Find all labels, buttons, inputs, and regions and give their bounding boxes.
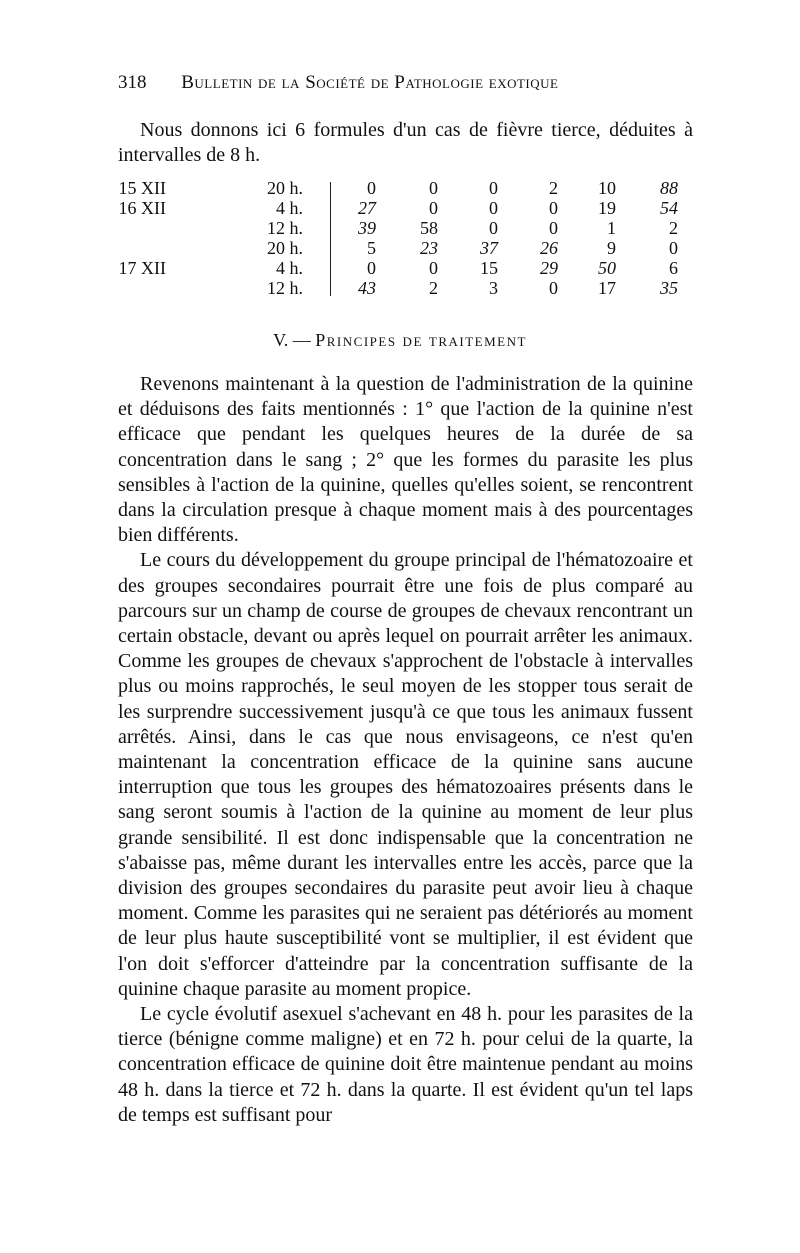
table-cell-value: 23 xyxy=(420,238,438,258)
table-cell-hour: 4 h. xyxy=(276,258,303,278)
table-cell-value: 35 xyxy=(660,278,678,298)
table-cell-value: 3 xyxy=(489,278,498,298)
table-cell-value: 39 xyxy=(358,218,376,238)
table-cell-hour: 12 h. xyxy=(267,278,303,298)
table-cell-value: 0 xyxy=(489,178,498,198)
table-cell-value: 0 xyxy=(549,278,558,298)
table-cell-value: 0 xyxy=(367,258,376,278)
table-row xyxy=(118,198,688,218)
paragraph: Revenons maintenant à la question de l'administration de la quinine et déduisons des faits mentionnés : 1° que l'action de la quinine n'est efficace que pendant les quelques heures de la durée de sa concentration dans le sang ; 2° que les formes du parasite les plus sensibles à l'action de la quinine, quelles qu'elles soient, se rencontrent dans la circulation presque à chaque moment mais à des pourcentages bien différents. xyxy=(118,373,693,547)
table-row xyxy=(118,178,688,198)
table-cell-value: 26 xyxy=(540,238,558,258)
intro-paragraph: Nous donnons ici 6 formules d'un cas de fièvre tierce, déduites à intervalles de 8 h. xyxy=(118,119,693,166)
data-table xyxy=(118,178,688,300)
table-row xyxy=(118,278,688,298)
section-title: Principes de traitement xyxy=(315,330,527,350)
intro-text xyxy=(118,118,693,168)
table-cell-value: 0 xyxy=(429,198,438,218)
table-cell-value: 0 xyxy=(429,258,438,278)
table-cell-value: 0 xyxy=(489,218,498,238)
table-cell-hour: 20 h. xyxy=(267,238,303,258)
table-cell-value: 88 xyxy=(660,178,678,198)
table-cell-value: 19 xyxy=(598,198,616,218)
table-cell-value: 27 xyxy=(358,198,376,218)
table-row xyxy=(118,218,688,238)
table-cell-value: 58 xyxy=(420,218,438,238)
table-cell-value: 0 xyxy=(549,218,558,238)
table-cell-value: 2 xyxy=(549,178,558,198)
table-cell-value: 50 xyxy=(598,258,616,278)
table-cell-value: 54 xyxy=(660,198,678,218)
table-cell-value: 0 xyxy=(489,198,498,218)
table-row xyxy=(118,238,688,258)
table-cell-value: 2 xyxy=(429,278,438,298)
table-cell-value: 6 xyxy=(669,258,678,278)
table-row xyxy=(118,258,688,278)
table-cell-value: 0 xyxy=(549,198,558,218)
table-cell-date: 16 XII xyxy=(118,198,166,218)
table-cell-value: 9 xyxy=(607,238,616,258)
paragraph: Le cycle évolutif asexuel s'achevant en 48 h. pour les parasites de la tierce (bénigne comme maligne) et en 72 h. pour celui de la quarte, la concentration efficace de quinine doit être maintenue pendant au moins 48 h. dans la tierce et 72 h. dans la quarte. Il est évident qu'un tel laps de temps est suffisant pour xyxy=(118,1003,693,1126)
table-cell-value: 10 xyxy=(598,178,616,198)
table-cell-value: 37 xyxy=(480,238,498,258)
running-title: Bulletin de la Société de Pathologie exotique xyxy=(181,72,559,93)
table-cell-value: 29 xyxy=(540,258,558,278)
table-cell-date: 17 XII xyxy=(118,258,166,278)
table-cell-value: 1 xyxy=(607,218,616,238)
section-heading xyxy=(0,330,800,351)
table-cell-value: 0 xyxy=(669,238,678,258)
table-cell-date: 15 XII xyxy=(118,178,166,198)
table-cell-hour: 20 h. xyxy=(267,178,303,198)
table-cell-hour: 12 h. xyxy=(267,218,303,238)
paragraph: Le cours du développement du groupe principal de l'hématozoaire et des groupes secondaires pourrait être une fois de plus comparé au parcours sur un champ de course de groupes de chevaux rencontrant un certain obstacle, devant ou après lequel on pourrait arrêter les animaux. Comme les groupes de chevaux s'approchent de l'obstacle à intervalles plus ou moins rapprochés, le seul moyen de les stopper tous serait de les surprendre successivement jusqu'à ce que tous les animaux fussent arrêtés. Ainsi, dans le cas que nous envisageons, ce n'est qu'en maintenant la concentration efficace de la quinine sans aucune interruption que tous les groupes des hématozoaires présents dans le sang seront soumis à l'action de la quinine au moment de leur plus grande sensibilité. Il est donc indispensable que la concentration ne s'abaisse pas, même durant les intervalles entre les accès, parce que la division des groupes secondaires du parasite peut avoir lieu à chaque moment. Comme les parasites qui ne seraient pas détériorés au moment de leur plus haute susceptibilité vont se multiplier, il est évident que l'on doit s'efforcer d'atteindre par la concentration suffisante de la quinine chaque parasite au moment propice. xyxy=(118,549,693,1000)
table-cell-value: 0 xyxy=(367,178,376,198)
table-cell-value: 2 xyxy=(669,218,678,238)
section-numeral: V. — xyxy=(273,330,311,350)
table-cell-hour: 4 h. xyxy=(276,198,303,218)
table-cell-value: 5 xyxy=(367,238,376,258)
table-cell-value: 17 xyxy=(598,278,616,298)
body-text xyxy=(118,372,693,1128)
running-header xyxy=(118,72,718,94)
table-cell-value: 43 xyxy=(358,278,376,298)
table-cell-value: 15 xyxy=(480,258,498,278)
page-number: 318 xyxy=(118,72,147,93)
table-cell-value: 0 xyxy=(429,178,438,198)
